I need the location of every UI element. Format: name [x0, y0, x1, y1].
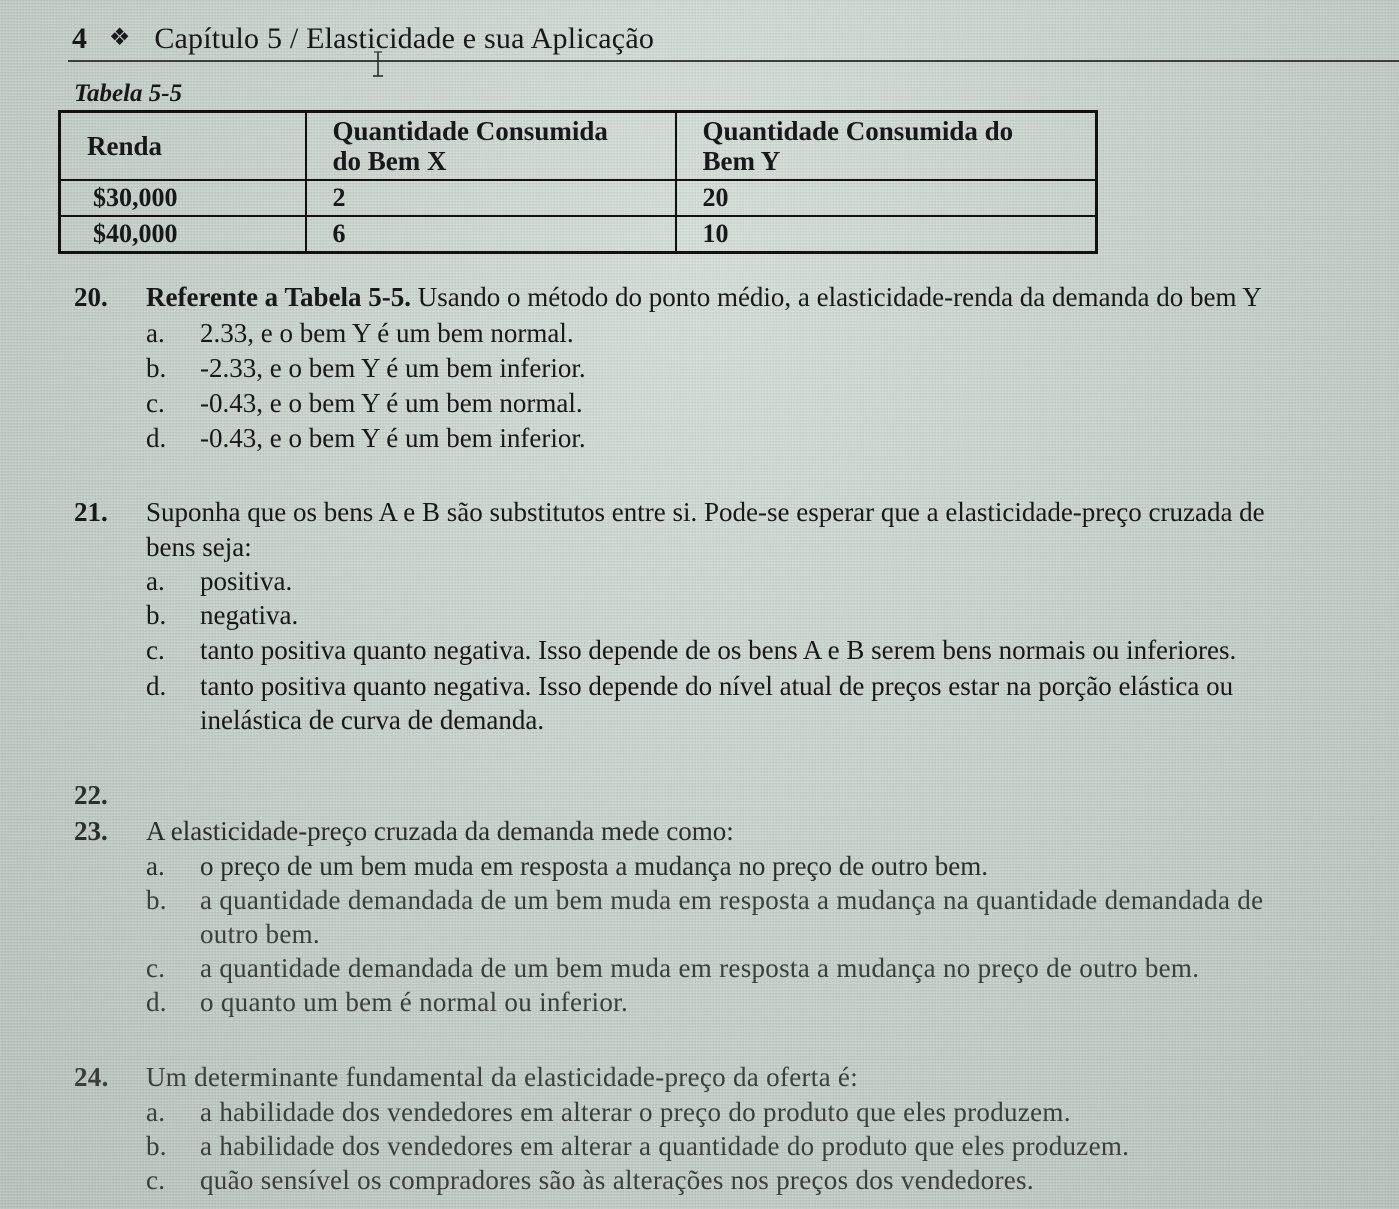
option-a: a. o preço de um bem muda em resposta a mudança no preço de outro bem.	[146, 851, 988, 881]
option-c: c. tanto positiva quanto negativa. Isso depende de os bens A e B serem bens normais ou inferiores.	[146, 635, 1237, 665]
question-number: 21.	[74, 497, 108, 527]
option-b: b. a quantidade demandada de um bem muda em resposta a mudança na quantidade demandada de	[146, 885, 1264, 915]
page-header	[72, 22, 654, 56]
question-text: Suponha que os bens A e B são substitutos entre si. Pode-se esperar que a elasticidade-preço cruzada de	[146, 497, 1265, 527]
question-24	[74, 1062, 858, 1092]
question-number: 24.	[74, 1062, 109, 1092]
cell-renda: $30,000	[60, 180, 306, 216]
income-consumption-table	[58, 110, 1098, 254]
cell-bem-y: 20	[676, 180, 1097, 216]
question-number: 22.	[74, 780, 108, 810]
table-row	[60, 180, 1097, 216]
question-number: 20.	[74, 282, 108, 312]
cell-bem-x: 6	[306, 216, 676, 253]
option-a: a. 2.33, e o bem Y é um bem normal.	[146, 318, 574, 348]
header-bem-y: Quantidade Consumida do Bem Y	[676, 112, 1097, 181]
question-number: 23.	[74, 816, 108, 846]
header-renda: Renda	[60, 112, 306, 181]
text-cursor-icon	[368, 50, 388, 78]
question-22	[74, 780, 146, 810]
option-b: b. -2.33, e o bem Y é um bem inferior.	[146, 353, 586, 383]
option-a: a. positiva.	[146, 566, 293, 596]
page-number: 4	[72, 22, 88, 55]
table-caption: Tabela 5-5	[74, 80, 183, 107]
cell-renda: $40,000	[60, 216, 306, 253]
chapter-title: Capítulo 5 / Elasticidade e sua Aplicação	[154, 22, 655, 55]
option-a: a. a habilidade dos vendedores em alterar o preço do produto que eles produzem.	[146, 1097, 1071, 1127]
question-text: Um determinante fundamental da elasticidade-preço da oferta é:	[146, 1062, 859, 1092]
option-d: d. o quanto um bem é normal ou inferior.	[146, 987, 629, 1017]
diamond-icon: ❖	[108, 25, 131, 51]
option-d: d. tanto positiva quanto negativa. Isso depende do nível atual de preços estar na porção elástica ou	[146, 671, 1234, 701]
option-b: b. negativa.	[146, 600, 299, 630]
option-c: c. a quantidade demandada de um bem muda em resposta a mudança no preço de outro bem.	[146, 953, 1200, 983]
question-20	[74, 282, 1262, 312]
question-21	[74, 497, 1265, 527]
cell-bem-y: 10	[676, 216, 1097, 253]
option-d-continued: inelástica de curva de demanda.	[200, 705, 545, 735]
question-text: A elasticidade-preço cruzada da demanda mede como:	[146, 816, 734, 846]
header-rule	[68, 60, 1399, 62]
question-text: Usando o método do ponto médio, a elasticidade-renda da demanda do bem Y	[410, 282, 1262, 312]
header-bem-x: Quantidade Consumida do Bem X	[306, 112, 676, 181]
question-21-continued: bens seja:	[146, 532, 252, 562]
option-c: c. -0.43, e o bem Y é um bem normal.	[146, 388, 583, 418]
question-lead: Referente a Tabela 5-5.	[146, 282, 411, 312]
option-d: d. -0.43, e o bem Y é um bem inferior.	[146, 423, 586, 453]
option-b-continued: outro bem.	[200, 919, 320, 949]
cell-bem-x: 2	[306, 180, 676, 216]
option-c: c. quão sensível os compradores são às alterações nos preços dos vendedores.	[146, 1165, 1034, 1195]
table-header-row	[60, 112, 1097, 181]
option-b: b. a habilidade dos vendedores em alterar a quantidade do produto que eles produzem.	[146, 1131, 1130, 1161]
table-row	[60, 216, 1097, 253]
question-23	[74, 816, 734, 846]
